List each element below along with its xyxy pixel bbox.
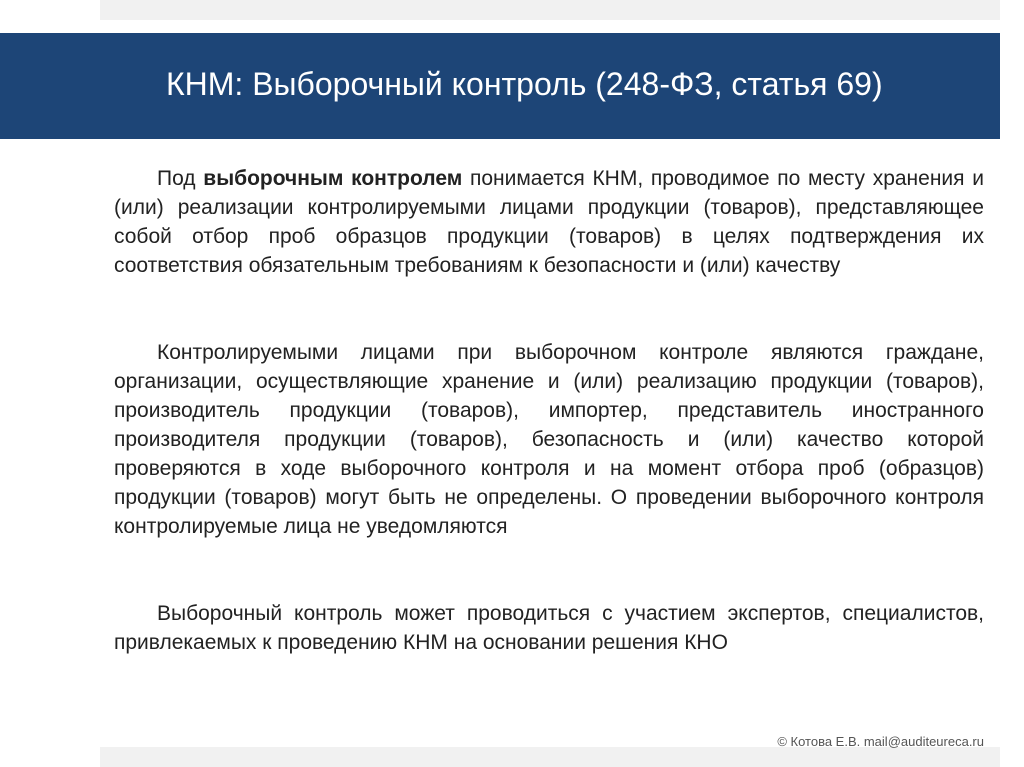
paragraph-definition-term: выборочным контролем xyxy=(203,167,463,190)
paragraph-definition xyxy=(114,164,984,280)
bottom-decor-strip xyxy=(100,747,1000,767)
slide-title: КНМ: Выборочный контроль (248-ФЗ, статья 69) xyxy=(166,66,883,102)
paragraph-controlled-persons: Контролируемыми лицами при выборочном контроле являются граждане, организации, осуществляющие хранение и (или) реализацию продукции (товаров), производитель продукции (товаров), импортер, представитель иностранного производителя продукции (товаров), безопасность и (или) качество которой проверяются в ходе выборочного контроля и на момент отбора проб (образцов) продукции (товаров) могут быть не определены. О проведении выборочного контроля контролируемые лица не уведомляются xyxy=(114,341,984,538)
paragraph-definition-rest: понимается КНМ, проводимое по месту хранения и (или) реализации контролируемыми лицами продукции (товаров), представляющее собой отбор проб образцов продукции (товаров) в целях подтверждения их соответствия обязательным требованиям к безопасности и (или) качеству xyxy=(114,167,984,277)
footer-copyright: © Котова Е.В. mail@auditeureca.ru xyxy=(777,734,984,749)
top-decor-strip xyxy=(100,0,1000,20)
paragraph-definition-prefix: Под xyxy=(157,167,204,190)
paragraph-experts: Выборочный контроль может проводиться с участием экспертов, специалистов, привлекаемых к проведению КНМ на основании решения КНО xyxy=(114,602,984,654)
